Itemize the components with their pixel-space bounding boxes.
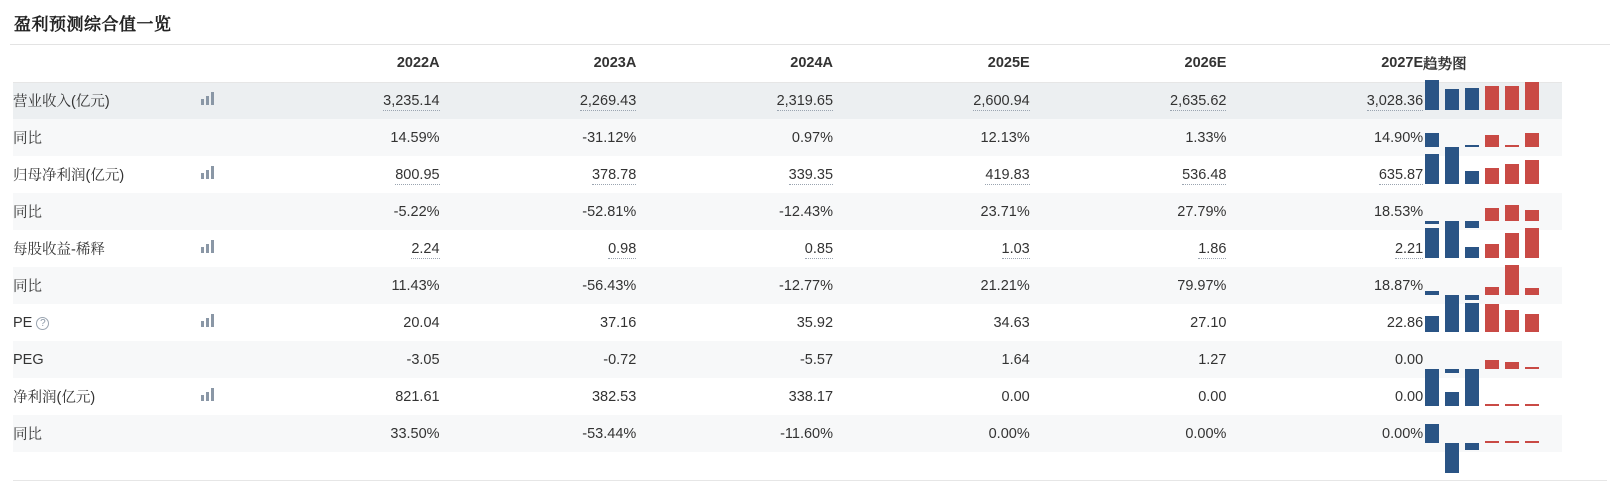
col-header-icon [199, 45, 242, 82]
value-cell: 33.50% [243, 415, 440, 452]
trend-bar [1525, 314, 1539, 332]
bottom-divider [13, 480, 1607, 481]
value-text: 0.98 [608, 240, 637, 257]
value-cell: 0.00 [1030, 378, 1227, 415]
trend-bar [1505, 86, 1519, 110]
trend-bar [1445, 392, 1459, 406]
col-header-2026e[interactable]: 2026E [1030, 45, 1227, 82]
value-cell: 35.92 [636, 304, 833, 341]
trend-bar [1525, 82, 1539, 110]
trend-bar [1525, 288, 1539, 295]
value-cell: 1.33% [1030, 119, 1227, 156]
trend-bar [1445, 245, 1459, 258]
row-chart-toggle-cell[interactable] [199, 82, 242, 119]
table-row [13, 378, 1562, 415]
trend-bar [1525, 210, 1539, 221]
trend-bar [1485, 441, 1499, 443]
row-label: PEG [13, 351, 44, 368]
value-cell: 18.53% [1226, 193, 1423, 230]
trend-bar [1485, 244, 1499, 258]
trend-bar [1485, 287, 1499, 295]
value-cell: 79.97% [1030, 267, 1227, 304]
col-header-2022a[interactable]: 2022A [243, 45, 440, 82]
trend-bar [1465, 221, 1479, 228]
value-cell: 27.79% [1030, 193, 1227, 230]
trend-bar [1425, 80, 1439, 110]
value-cell: 1.27 [1030, 341, 1227, 378]
value-text: 536.48 [1182, 166, 1227, 183]
col-header-2023a[interactable]: 2023A [440, 45, 637, 82]
row-label: PE [13, 314, 33, 331]
table-body [13, 82, 1562, 452]
trend-bar [1525, 404, 1539, 406]
row-label: 同比 [13, 131, 42, 147]
value-cell: -5.22% [243, 193, 440, 230]
trend-cell [1423, 267, 1562, 304]
col-header-2027e[interactable]: 2027E [1226, 45, 1423, 82]
value-cell: 34.63 [833, 304, 1030, 341]
table-row [13, 341, 1562, 378]
value-cell: 18.87% [1226, 267, 1423, 304]
trend-bar [1465, 443, 1479, 450]
value-cell [1030, 156, 1227, 193]
value-cell [1226, 230, 1423, 267]
value-cell [243, 82, 440, 119]
row-label-cell [13, 378, 199, 415]
row-chart-toggle-cell [199, 267, 242, 304]
trend-bar [1505, 404, 1519, 406]
trend-cell [1423, 415, 1562, 452]
bar-chart-icon[interactable] [201, 166, 216, 179]
col-header-metric [13, 45, 199, 82]
value-cell: 0.97% [636, 119, 833, 156]
trend-sparkline [1423, 232, 1551, 266]
trend-bar [1485, 360, 1499, 369]
value-cell: 23.71% [833, 193, 1030, 230]
value-text: 378.78 [591, 166, 637, 183]
row-chart-toggle-cell[interactable] [199, 230, 242, 267]
value-cell: 0.00 [833, 378, 1030, 415]
trend-sparkline [1423, 195, 1551, 229]
trend-bar [1485, 404, 1499, 406]
table-row [13, 82, 1562, 119]
trend-bar [1425, 376, 1439, 406]
table-row [13, 230, 1562, 267]
trend-bar [1525, 228, 1539, 258]
value-cell: 22.86 [1226, 304, 1423, 341]
trend-bar [1465, 303, 1479, 332]
trend-bar [1445, 443, 1459, 473]
row-label-cell [13, 82, 199, 119]
trend-bar [1525, 160, 1539, 184]
value-cell [636, 82, 833, 119]
row-label: 同比 [13, 205, 42, 221]
value-cell: 0.00 [1226, 341, 1423, 378]
trend-cell [1423, 304, 1562, 341]
row-label-cell [13, 193, 199, 230]
trend-bar [1465, 145, 1479, 147]
trend-bar [1465, 295, 1479, 300]
row-chart-toggle-cell[interactable] [199, 378, 242, 415]
col-header-trend: 趋势图 [1423, 45, 1562, 82]
row-chart-toggle-cell[interactable] [199, 304, 242, 341]
value-cell: 338.17 [636, 378, 833, 415]
value-cell: -56.43% [440, 267, 637, 304]
value-cell [833, 156, 1030, 193]
trend-bar [1425, 221, 1439, 224]
value-text: 3,028.36 [1366, 92, 1424, 109]
row-label: 同比 [13, 279, 42, 295]
row-label: 每股收益-稀释 [13, 242, 105, 258]
trend-bar [1485, 135, 1499, 147]
value-cell [1226, 82, 1423, 119]
trend-sparkline [1423, 158, 1551, 192]
row-chart-toggle-cell [199, 193, 242, 230]
row-label: 归母净利润(亿元) [13, 168, 125, 184]
bar-chart-icon[interactable] [201, 92, 216, 105]
page-title: 盈利预测综合值一览 [14, 15, 172, 34]
trend-bar [1445, 369, 1459, 373]
value-cell [440, 156, 637, 193]
value-text: 800.95 [395, 166, 440, 183]
value-text: 0.85 [804, 240, 834, 257]
value-text: 2.24 [411, 240, 440, 257]
value-cell: -11.60% [636, 415, 833, 452]
value-cell: -5.57 [636, 341, 833, 378]
value-cell: 0.00% [1226, 415, 1423, 452]
trend-cell [1423, 378, 1562, 415]
trend-sparkline [1423, 417, 1551, 451]
value-cell [440, 230, 637, 267]
trend-bar [1485, 208, 1499, 221]
value-text: 1.03 [1001, 240, 1030, 257]
trend-sparkline [1423, 380, 1551, 414]
trend-bar [1445, 89, 1459, 110]
value-text: 2,635.62 [1170, 92, 1227, 109]
help-icon[interactable]: ? [36, 317, 49, 330]
trend-bar [1445, 170, 1459, 184]
row-label: 净利润(亿元) [13, 390, 96, 406]
trend-sparkline [1423, 121, 1551, 155]
trend-bar [1505, 441, 1519, 443]
value-cell: 11.43% [243, 267, 440, 304]
value-cell: 37.16 [440, 304, 637, 341]
forecast-table [13, 45, 1562, 452]
bar-chart-icon[interactable] [201, 240, 216, 253]
trend-cell [1423, 193, 1562, 230]
value-cell: 14.90% [1226, 119, 1423, 156]
value-cell: 0.00% [833, 415, 1030, 452]
trend-bar [1505, 164, 1519, 184]
trend-bar [1425, 424, 1439, 443]
trend-cell [1423, 119, 1562, 156]
bar-chart-icon[interactable] [201, 314, 216, 327]
trend-sparkline [1423, 84, 1551, 118]
row-label-cell [13, 304, 199, 341]
row-label-cell [13, 267, 199, 304]
trend-bar [1425, 133, 1439, 147]
trend-cell [1423, 341, 1562, 378]
value-text: 2,269.43 [579, 92, 637, 109]
row-label-cell [13, 230, 199, 267]
trend-bar [1485, 86, 1499, 110]
row-chart-toggle-cell [199, 341, 242, 378]
value-cell [1226, 156, 1423, 193]
value-cell [833, 82, 1030, 119]
value-cell: -53.44% [440, 415, 637, 452]
trend-bar [1505, 265, 1519, 295]
value-cell: 27.10 [1030, 304, 1227, 341]
row-label-cell [13, 415, 199, 452]
value-text: 2.21 [1394, 240, 1424, 257]
trend-bar [1485, 168, 1499, 184]
trend-bar [1525, 367, 1539, 369]
value-text: 419.83 [985, 166, 1030, 183]
trend-cell [1423, 156, 1562, 193]
row-label-cell [13, 341, 199, 378]
value-cell: -52.81% [440, 193, 637, 230]
trend-bar [1425, 154, 1439, 184]
value-cell [243, 230, 440, 267]
value-text: 2,319.65 [776, 92, 834, 109]
trend-bar [1465, 394, 1479, 406]
value-text: 1.86 [1198, 240, 1227, 257]
value-text: 3,235.14 [383, 92, 440, 109]
trend-bar [1425, 316, 1439, 332]
value-text: 2,600.94 [973, 92, 1030, 109]
table-row [13, 119, 1562, 156]
table-row [13, 415, 1562, 452]
value-cell: -12.77% [636, 267, 833, 304]
value-cell: 0.00 [1226, 378, 1423, 415]
table-row [13, 304, 1562, 341]
value-cell: -0.72 [440, 341, 637, 378]
value-cell [243, 156, 440, 193]
value-cell: 14.59% [243, 119, 440, 156]
trend-sparkline [1423, 269, 1551, 303]
value-text: 635.87 [1378, 166, 1424, 183]
trend-bar [1445, 302, 1459, 332]
trend-bar [1485, 304, 1499, 332]
value-cell [1030, 82, 1227, 119]
trend-bar [1465, 88, 1479, 110]
value-cell [440, 82, 637, 119]
value-cell: -12.43% [636, 193, 833, 230]
table-row [13, 267, 1562, 304]
table-row [13, 193, 1562, 230]
trend-bar [1505, 310, 1519, 332]
trend-bar [1525, 441, 1539, 443]
trend-bar [1425, 228, 1439, 258]
trend-sparkline [1423, 343, 1551, 377]
trend-sparkline [1423, 306, 1551, 340]
value-cell: 20.04 [243, 304, 440, 341]
value-cell: -31.12% [440, 119, 637, 156]
trend-cell [1423, 82, 1562, 119]
trend-bar [1525, 133, 1539, 147]
value-cell: 21.21% [833, 267, 1030, 304]
row-chart-toggle-cell[interactable] [199, 156, 242, 193]
row-label-cell [13, 156, 199, 193]
value-cell: 1.64 [833, 341, 1030, 378]
row-chart-toggle-cell [199, 415, 242, 452]
value-cell [1030, 230, 1227, 267]
bar-chart-icon[interactable] [201, 388, 216, 401]
row-label-cell [13, 119, 199, 156]
trend-cell [1423, 230, 1562, 267]
table-header-row [13, 45, 1562, 82]
value-cell: 12.13% [833, 119, 1030, 156]
row-label: 同比 [13, 427, 42, 443]
value-cell: 821.61 [243, 378, 440, 415]
row-chart-toggle-cell [199, 119, 242, 156]
table-row [13, 156, 1562, 193]
value-cell: -3.05 [243, 341, 440, 378]
value-text: 339.35 [788, 166, 834, 183]
table-header [13, 45, 1562, 82]
trend-bar [1505, 362, 1519, 369]
value-cell: 382.53 [440, 378, 637, 415]
row-label: 营业收入(亿元) [13, 94, 110, 111]
value-cell [636, 156, 833, 193]
trend-bar [1465, 171, 1479, 184]
trend-bar [1505, 233, 1519, 258]
trend-bar [1505, 145, 1519, 147]
value-cell: 0.00% [1030, 415, 1227, 452]
col-header-2024a[interactable]: 2024A [636, 45, 833, 82]
value-cell [833, 230, 1030, 267]
trend-bar [1505, 205, 1519, 221]
trend-bar [1465, 247, 1479, 258]
value-cell [636, 230, 833, 267]
col-header-2025e[interactable]: 2025E [833, 45, 1030, 82]
trend-bar [1425, 291, 1439, 295]
